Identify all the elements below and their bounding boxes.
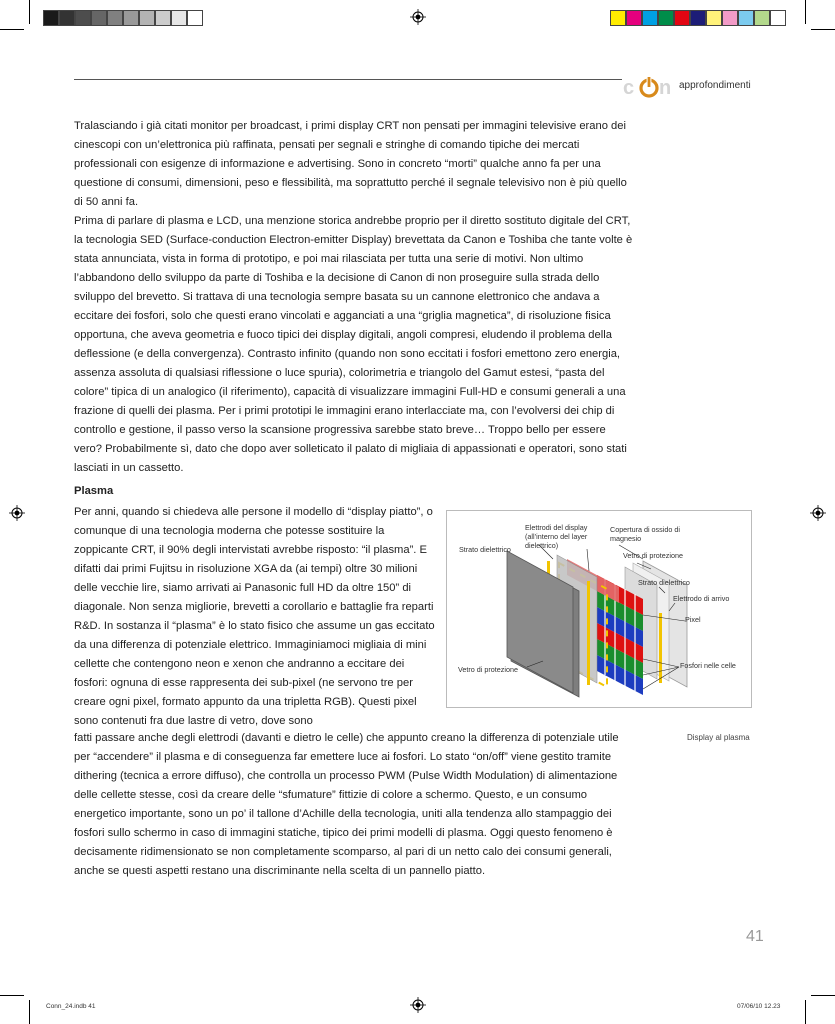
page-number: 41 xyxy=(746,928,764,945)
color-swatch xyxy=(610,10,626,26)
label-pixel: Pixel xyxy=(685,615,701,624)
crop-mark xyxy=(0,29,24,30)
color-swatch xyxy=(738,10,754,26)
color-swatch xyxy=(155,10,171,26)
color-swatch xyxy=(171,10,187,26)
label-vetro-protezione: Vetro di protezione xyxy=(623,551,683,560)
section-label: approfondimenti xyxy=(679,80,751,91)
color-swatch xyxy=(722,10,738,26)
color-swatch xyxy=(107,10,123,26)
color-swatch xyxy=(770,10,786,26)
color-swatch xyxy=(658,10,674,26)
svg-text:c: c xyxy=(623,77,635,99)
registration-mark-icon xyxy=(810,505,826,521)
svg-text:n: n xyxy=(659,77,672,99)
color-swatch xyxy=(674,10,690,26)
color-swatch xyxy=(706,10,722,26)
label-copertura: Copertura di ossido di magnesio xyxy=(610,525,680,543)
label-elettrodi-display: Elettrodi del display (all’interno del layer dielettrico) xyxy=(525,523,588,550)
color-swatch xyxy=(43,10,59,26)
body-paragraph: Tralasciando i già citati monitor per broadcast, i primi display CRT non pensati per immagini televisive erano dei cinescopi con un’elettronica più raffinata, pensati per segnali e stringhe di comando tipiche dei mercati professionali con esigenze di informazione e advertising. Sono in concreto “morti” qualche anno fa per una questione di consumi, dimensioni, peso e flessibilità, ma soprattutto perché il segnale televisivo non è più quello di 50 anni fa. xyxy=(74,120,627,208)
label-strato-dielettrico: Strato dielettrico xyxy=(459,545,511,554)
color-swatch xyxy=(187,10,203,26)
color-swatch xyxy=(123,10,139,26)
crop-mark xyxy=(811,29,835,30)
color-swatch xyxy=(139,10,155,26)
color-swatch xyxy=(642,10,658,26)
crop-mark xyxy=(0,995,24,996)
label-strato-dielettrico: Strato dielettrico xyxy=(638,578,690,587)
con-logo xyxy=(622,74,678,100)
header-rule xyxy=(74,79,622,80)
color-swatch xyxy=(754,10,770,26)
color-swatch xyxy=(690,10,706,26)
registration-mark-icon xyxy=(410,9,426,25)
crop-mark xyxy=(811,995,835,996)
color-swatch xyxy=(75,10,91,26)
color-swatch xyxy=(626,10,642,26)
label-fosfori: Fosfori nelle celle xyxy=(680,661,736,670)
crop-mark xyxy=(805,0,806,24)
file-name: Conn_24.indb 41 xyxy=(46,1003,96,1010)
print-date: 07/06/10 12.23 xyxy=(737,1003,781,1010)
registration-mark-icon xyxy=(9,505,25,521)
body-paragraph: Per anni, quando si chiedeva alle persone il modello di “display piatto”, o comunque di una tecnologia moderna che potesse sostituire la zoppicante CRT, il 90% degli intervistati avrebbe risposto: “il plasma”. E difatti dai primi Fujitsu in risoluzione XGA da (ai tempi) oltre 30 milioni delle vecchie lire, siamo arrivati ai Panasonic full HD da oltre 150” di diagonale. Non senza migliorie, brevetti a corollario e battaglie fra reparti R&D. In sostanza il “plasma” è lo stato fisico che assume un gas eccitato da una differenza di potenziale elettrico. Immaginiamoci migliaia di mini cellette che contengono neon e xenon che andranno a eccitare dei fosfori: ognuna di esse rappresenta dei sub-pixel (ne servono tre per creare ogni pixel, formato appunto da una tripletta RGB). Questi pixel sono contenuti fra due lastre di vetro, dove sono xyxy=(74,506,435,727)
color-swatch xyxy=(59,10,75,26)
crop-mark xyxy=(805,1000,806,1024)
crop-mark xyxy=(29,0,30,24)
figure-caption: Display al plasma xyxy=(687,733,750,742)
label-vetro-protezione: Vetro di protezione xyxy=(458,665,518,674)
registration-mark-icon xyxy=(410,997,426,1013)
body-paragraph: Prima di parlare di plasma e LCD, una menzione storica andrebbe proprio per il diretto sostituto digitale del CRT, la tecnologia SED (Surface-conduction Electron-emitter Display) brevettata da Canon e Toshiba che tante volte è stata annunciata, vista in forma di prototipo, e poi mai rilasciata per tutta una serie di motivi. Non ultimo l’abbandono dello sviluppo da parte di Toshiba e la decisione di Canon di non proseguire sulla strada dello sviluppo del brevetto. Si trattava di una tecnologia sempre basata su un cannone elettronico che andava a eccitare dei fosfori, solo che questi erano vincolati e agganciati a una “griglia magnetica”, di risoluzione fisica opportuna, che aveva geometria e fuoco tipici dei display digitali, angoli compresi, eludendo il problema della deflessione (e della convergenza). Contrasto infinito (quando non sono eccitati i fosfori emettono zero energia, assenza assoluta di qualsiasi riflessione o luce spuria), colorimetria e triangolo del Gamut estesi, “pasta del colore” tipica di un analogico (il riferimento), capacità di visualizzare immagini Full-HD e consumi generali a una frazione di quelli dei plasma. Per i primi prototipi le immagini erano interlacciate ma, con l’evolversi dei chip di controllo e gestione, il passo verso la scansione progressiva sarebbe stato breve… Troppo bello per essere vero? Probabilmente sì, dato che dopo aver solleticato il palato di migliaia di appassionati e operatori, sono stati lasciati in un cassetto. xyxy=(74,215,633,474)
crop-mark xyxy=(29,1000,30,1024)
body-paragraph: fatti passare anche degli elettrodi (davanti e dietro le celle) che appunto creano la differenza di potenziale utile per “accendere” il plasma e di conseguenza far emettere luce ai fosfori. Lo stato “on/off” viene gestito tramite dithering (tecnica a errore diffuso), che controlla un processo PWM (Pulse Width Modulation) di alimentazione delle cellette stesse, così da creare delle “sfumature” fittizie di colore a schermo. Questo, e un consumo energetico importante, sono un po’ il tallone d’Achille della tecnologia, uniti alla tendenza allo stampaggio dei fosfori sullo schermo in caso di immagini statiche, tipico dei primi modelli di plasma. Oggi questo fenomeno è decisamente ridimensionato se non completamente scomparso, al pari di un netto calo dei consumi generali, anche se questi aspetti restano una discriminante nella scelta di un pannello piatto. xyxy=(74,732,619,877)
section-title: Plasma xyxy=(74,485,114,497)
label-elettrodo-arrivo: Elettrodo di arrivo xyxy=(673,594,730,603)
color-swatch xyxy=(91,10,107,26)
plasma-figure xyxy=(446,510,752,708)
